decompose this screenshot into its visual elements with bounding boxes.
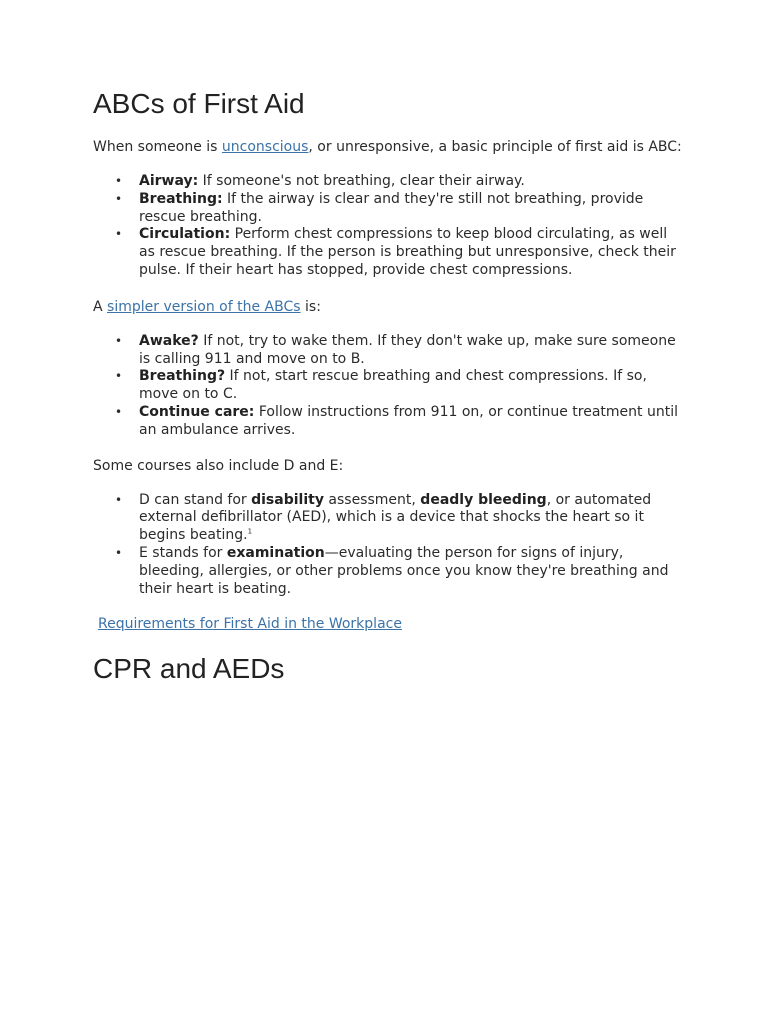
bullet-icon: • [115, 174, 123, 188]
bullet-icon: • [115, 333, 123, 348]
e-text-2: —evaluating the person for signs of injury, bleeding, allergies, or other problems once you know they're breathing and their heart is beating. [139, 544, 669, 597]
d-text-3: , or automated external [139, 491, 652, 526]
term-awake: Awake? [139, 332, 199, 349]
term-continue-care: Continue care: [139, 403, 255, 420]
bullet-icon: • [115, 404, 123, 419]
defibrillator-term: defibrillator [201, 509, 283, 526]
term-examination: examination [226, 544, 325, 561]
footnote-marker[interactable]: 1 [247, 527, 253, 536]
d-text-1: D can stand for [139, 491, 252, 508]
requirements-link[interactable]: Requirements for First Aid in the Workplace [98, 616, 402, 633]
intro-paragraph [93, 138, 683, 156]
term-circulation: Circulation: [139, 226, 231, 243]
unconscious-link[interactable]: unconscious [221, 139, 309, 155]
list-item-continue-care [93, 404, 683, 440]
bullet-icon: • [115, 492, 123, 507]
intro-text: When someone is [93, 139, 222, 155]
bullet-icon: • [115, 191, 123, 206]
simpler-list [93, 333, 683, 440]
term-breathing-q: Breathing? [139, 368, 226, 385]
awake-text: If not, try to wake them. If they don't wake up, make sure someone is calling 911 and move on to B. [139, 332, 676, 367]
list-item-breathing [93, 191, 683, 227]
continue-care-text: Follow instructions from 911 on, or continue treatment until an ambulance arrives. [139, 403, 678, 438]
section-title: CPR and AEDs [93, 653, 285, 685]
list-item-circulation [93, 226, 683, 279]
term-breathing: Breathing: [139, 190, 223, 207]
list-item-e [93, 545, 683, 598]
circulation-text: Perform chest compressions to keep blood circulating, as well as rescue breathing. If the person is breathing but unresponsive, check their pulse. If their heart has stopped, provide chest compressions. [139, 226, 676, 278]
term-deadly-bleeding: deadly bleeding [420, 491, 547, 508]
list-item-breathing-q [93, 368, 683, 404]
page-title: ABCs of First Aid [93, 88, 305, 119]
abc-list [93, 173, 683, 280]
term-disability: disability [251, 491, 324, 508]
bullet-icon: • [115, 227, 123, 242]
e-text-1: E stands for [139, 544, 227, 561]
related-link-paragraph [93, 615, 683, 633]
simpler-version-link[interactable]: simpler version of the ABCs [107, 298, 301, 315]
d-text-4: (AED), which is a device that shocks the heart so it begins beating. [139, 509, 644, 544]
simpler-text: A [93, 298, 108, 315]
term-airway: Airway: [139, 173, 199, 189]
d-text-2: assessment, [323, 491, 421, 508]
list-item-d [93, 492, 683, 545]
airway-text: If someone's not breathing, clear their airway. [198, 173, 525, 189]
courses-paragraph: Some courses also include D and E: [93, 457, 344, 474]
article-body [93, 84, 683, 689]
list-item-awake [93, 333, 683, 369]
breathing-q-text: If not, start rescue breathing and chest compressions. If so, move on to C. [139, 368, 647, 403]
breathing-text: If the airway is clear and they're still not breathing, provide rescue breathing. [139, 190, 644, 225]
simpler-paragraph [93, 298, 683, 316]
bullet-icon: • [115, 545, 123, 560]
simpler-text-end: is: [300, 298, 321, 315]
intro-text-end: , or unresponsive, a basic principle of first aid is ABC: [308, 139, 682, 155]
bullet-icon: • [115, 369, 123, 384]
list-item-airway [93, 173, 683, 191]
de-list [93, 492, 683, 599]
